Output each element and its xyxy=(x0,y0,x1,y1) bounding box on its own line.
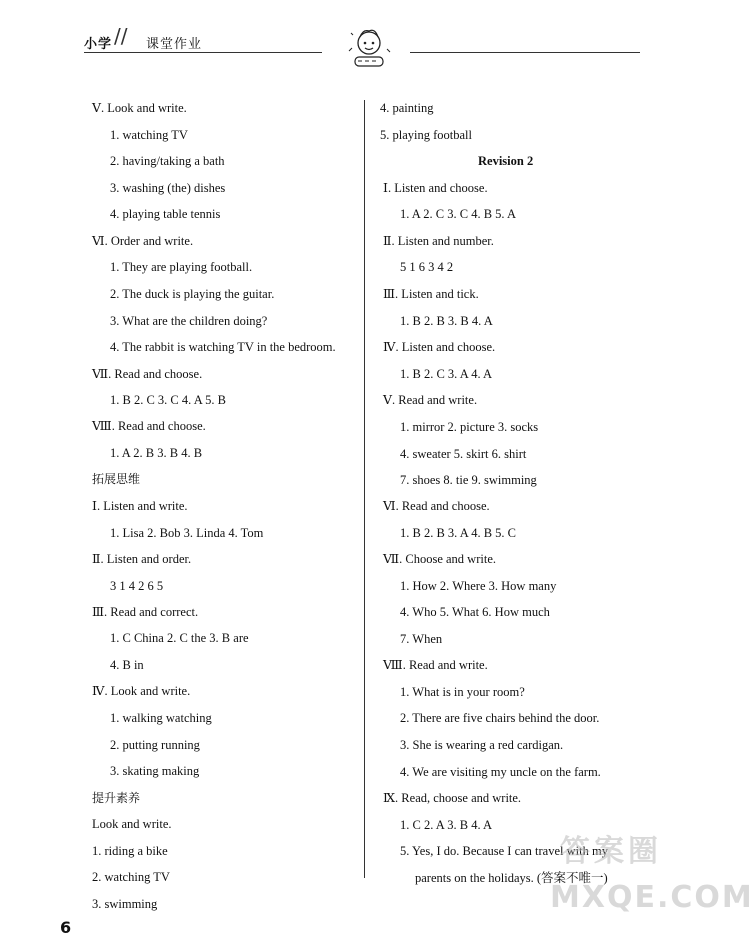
left-text-line: 2. putting running xyxy=(110,738,200,752)
left-text-line: Ⅰ. Listen and write. xyxy=(92,499,188,513)
left-text-line: 拓展思维 xyxy=(92,472,141,486)
left-text-line: 3. skating making xyxy=(110,764,200,778)
left-text-line: 3. swimming xyxy=(92,897,158,911)
right-text-line: Ⅲ. Listen and tick. xyxy=(383,287,479,301)
right-text-line: 1. B 2. B 3. A 4. B 5. C xyxy=(400,526,516,540)
left-text-line: Ⅱ. Listen and order. xyxy=(92,552,192,566)
right-text-line: 3. She is wearing a red cardigan. xyxy=(400,738,564,752)
page-header xyxy=(0,0,728,70)
mascot-icon xyxy=(345,25,393,73)
right-text-line: 5. Yes, I do. Because I can travel with my xyxy=(400,844,608,858)
right-text-line: 2. There are five chairs behind the door. xyxy=(400,711,600,725)
right-text-line: 1. B 2. B 3. B 4. A xyxy=(400,314,493,328)
left-text-line: Look and write. xyxy=(92,817,172,831)
left-text-line: Ⅵ. Order and write. xyxy=(92,234,194,248)
right-text-line: 1. C 2. A 3. B 4. A xyxy=(400,818,493,832)
left-text-line: 2. The duck is playing the guitar. xyxy=(110,287,275,301)
right-text-line: Revision 2 xyxy=(478,154,534,168)
right-text-line: 4. painting xyxy=(380,101,434,115)
left-text-line: 1. walking watching xyxy=(110,711,212,725)
right-text-line: Ⅰ. Listen and choose. xyxy=(383,181,488,195)
right-text-line: 1. mirror 2. picture 3. socks xyxy=(400,420,539,434)
left-text-line: 4. B in xyxy=(110,658,144,672)
left-text-line: 1. watching TV xyxy=(110,128,188,142)
right-text-line: 1. A 2. C 3. C 4. B 5. A xyxy=(400,207,516,221)
left-text-line: 4. playing table tennis xyxy=(110,207,221,221)
watermark-text-url: MXQE.COM xyxy=(550,880,754,915)
right-text-line: parents on the holidays. (答案不唯一) xyxy=(415,871,608,885)
header-subtitle: 课堂作业 xyxy=(146,37,203,52)
right-text-line: 7. When xyxy=(400,632,443,646)
right-text-line: 4. We are visiting my uncle on the farm. xyxy=(400,765,601,779)
right-text-line: Ⅸ. Read, choose and write. xyxy=(383,791,522,805)
watermark-text-cn: 答案圈 xyxy=(560,834,662,869)
left-text-line: 1. They are playing football. xyxy=(110,260,253,274)
left-text-line: 2. having/taking a bath xyxy=(110,154,225,168)
left-text-line: 4. The rabbit is watching TV in the bedroom. xyxy=(110,340,336,354)
right-text-line: 5 1 6 3 4 2 xyxy=(400,260,454,274)
header-level: 小学 xyxy=(84,37,113,52)
left-text-line: 2. watching TV xyxy=(92,870,170,884)
right-text-line: 1. How 2. Where 3. How many xyxy=(400,579,557,593)
right-text-line: Ⅷ. Read and write. xyxy=(383,658,488,672)
left-text-line: 提升素养 xyxy=(92,791,141,805)
left-text-line: 1. B 2. C 3. C 4. A 5. B xyxy=(110,393,226,407)
page-number: 6 xyxy=(60,918,72,937)
left-text-line: Ⅲ. Read and correct. xyxy=(92,605,199,619)
left-text-line: Ⅶ. Read and choose. xyxy=(92,367,203,381)
right-text-line: 4. Who 5. What 6. How much xyxy=(400,605,550,619)
right-text-line: 1. What is in your room? xyxy=(400,685,525,699)
right-text-line: Ⅴ. Read and write. xyxy=(383,393,478,407)
left-text-line: 1. A 2. B 3. B 4. B xyxy=(110,446,203,460)
left-text-line: 1. Lisa 2. Bob 3. Linda 4. Tom xyxy=(110,526,264,540)
right-text-line: 4. sweater 5. skirt 6. shirt xyxy=(400,447,527,461)
left-text-line: Ⅷ. Read and choose. xyxy=(92,419,206,433)
header-rule-left xyxy=(84,52,322,53)
left-text-line: Ⅳ. Look and write. xyxy=(92,684,191,698)
left-text-line: 1. C China 2. C the 3. B are xyxy=(110,631,249,645)
column-divider xyxy=(364,100,365,878)
header-rule-right xyxy=(410,52,640,53)
left-text-line: 3. What are the children doing? xyxy=(110,314,268,328)
left-text-line: 1. riding a bike xyxy=(92,844,168,858)
right-text-line: 1. B 2. C 3. A 4. A xyxy=(400,367,493,381)
right-text-line: 5. playing football xyxy=(380,128,472,142)
header-title xyxy=(84,33,203,52)
right-text-line: 7. shoes 8. tie 9. swimming xyxy=(400,473,537,487)
right-text-line: Ⅳ. Listen and choose. xyxy=(383,340,496,354)
left-text-line: 3 1 4 2 6 5 xyxy=(110,579,164,593)
left-text-line: 3. washing (the) dishes xyxy=(110,181,226,195)
right-text-line: Ⅵ. Read and choose. xyxy=(383,499,490,513)
right-text-line: Ⅱ. Listen and number. xyxy=(383,234,494,248)
right-text-line: Ⅶ. Choose and write. xyxy=(383,552,496,566)
header-separator: // xyxy=(114,24,128,48)
left-text-line: Ⅴ. Look and write. xyxy=(92,101,187,115)
